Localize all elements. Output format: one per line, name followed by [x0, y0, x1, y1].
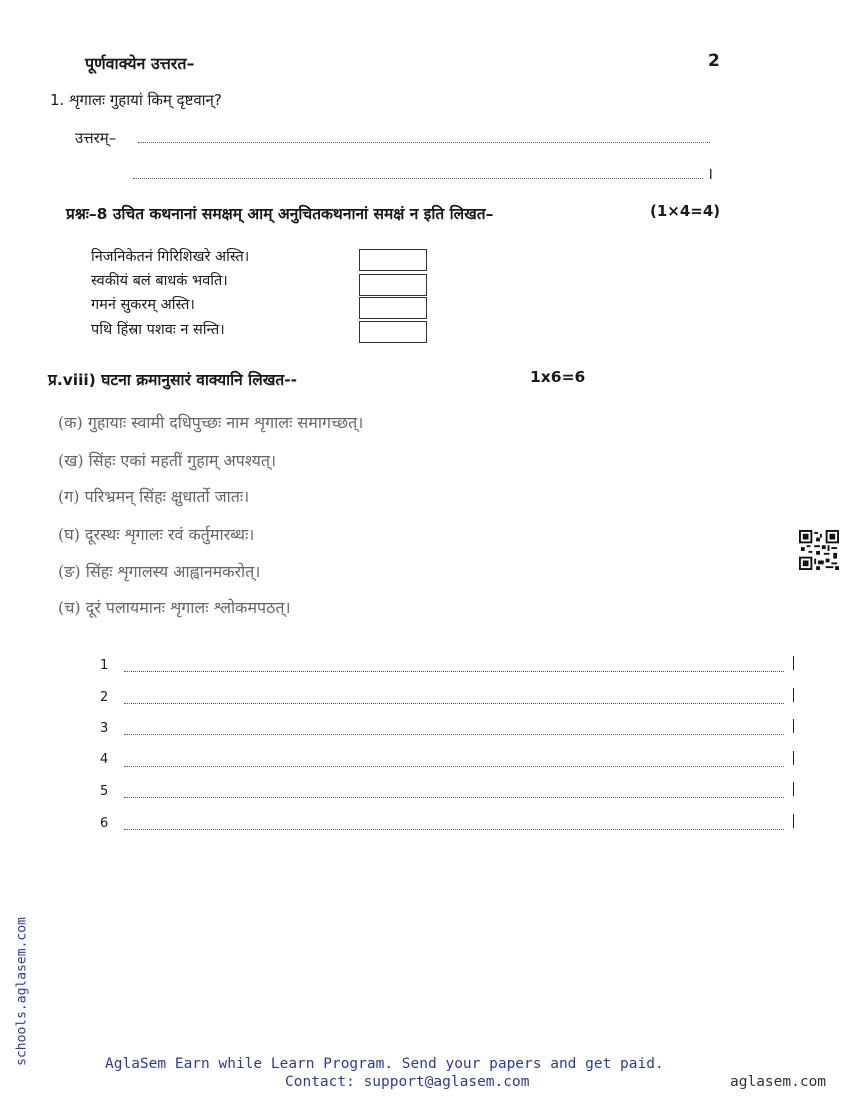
answer-box-2[interactable] — [359, 274, 427, 296]
answer-end-bar-2 — [793, 688, 794, 702]
section3-marks: 1x6=6 — [530, 368, 586, 386]
section1-heading: पूर्णवाक्येन उत्तरत– — [85, 54, 195, 73]
answer-number-6: 6 — [100, 816, 109, 831]
sentence-cha: (च) दूरं पलायमानः शृगालः श्लोकमपठत्। — [58, 598, 291, 617]
sentence-ka: (क) गुहायाः स्वामी दधिपुच्छः नाम शृगालः समागच्छत्। — [58, 413, 364, 432]
section3-heading: प्र.viii) घटना क्रमानुसारं वाक्यानि लिखत-- — [48, 371, 298, 389]
answer-line-1[interactable] — [138, 142, 710, 143]
qr-code — [799, 530, 839, 570]
answer-end-bar-3 — [793, 719, 794, 733]
answer-number-3: 3 — [100, 721, 109, 736]
answer-dots-4[interactable] — [124, 766, 784, 767]
side-watermark: schools.aglasem.com — [14, 917, 30, 1066]
statement-4: पथि हिंस्रा पशवः न सन्ति। — [91, 322, 225, 338]
answer-number-1: 1 — [100, 658, 109, 673]
answer-line-2[interactable] — [133, 178, 703, 179]
answer-box-1[interactable] — [359, 249, 427, 271]
answer-dots-6[interactable] — [124, 829, 784, 830]
answer-end-bar-1 — [793, 656, 794, 670]
answer-box-3[interactable] — [359, 297, 427, 319]
sentence-nga: (ङ) सिंहः शृगालस्य आह्वानमकरोत्। — [58, 562, 261, 581]
answer-end-bar-5 — [793, 782, 794, 796]
footer-contact-email[interactable]: support@aglasem.com — [363, 1074, 530, 1090]
statement-3: गमनं सुकरम् अस्ति। — [91, 297, 195, 313]
section2-marks: (1×4=4) — [650, 202, 721, 220]
statement-2: स्वकीयं बलं बाधकं भवति। — [91, 273, 228, 289]
footer-contact — [285, 1074, 529, 1090]
answer-dots-2[interactable] — [124, 703, 784, 704]
answer-number-2: 2 — [100, 690, 109, 705]
footer-contact-label: Contact: — [285, 1074, 364, 1090]
answer-dots-3[interactable] — [124, 734, 784, 735]
sentence-ga: (ग) परिभ्रमन् सिंहः क्षुधार्तो जातः। — [58, 487, 250, 506]
answer-number-5: 5 — [100, 784, 109, 799]
answer-label: उत्तरम्– — [75, 129, 117, 147]
sentence-gha: (घ) दूरस्थः शृगालः रवं कर्तुमारब्धः। — [58, 525, 255, 544]
footer-promo: AglaSem Earn while Learn Program. Send your papers and get paid. — [105, 1056, 664, 1072]
answer-box-4[interactable] — [359, 321, 427, 343]
answer-end-bar-4 — [793, 751, 794, 765]
answer-end-bar-6 — [793, 814, 794, 828]
sentence-kha: (ख) सिंहः एकां महतीं गुहाम् अपश्यत्। — [58, 451, 277, 470]
footer-site[interactable]: aglasem.com — [730, 1074, 827, 1090]
question-1: 1. शृगालः गुहायां किम् दृष्टवान्? — [50, 91, 222, 109]
section2-heading: प्रश्नः–8 उचित कथनानां समक्षम् आम् अनुचितकथनानां समक्षं न इति लिखत– — [66, 205, 494, 223]
answer-end-mark: । — [707, 164, 714, 183]
answer-number-4: 4 — [100, 752, 109, 767]
answer-dots-1[interactable] — [124, 671, 784, 672]
answer-dots-5[interactable] — [124, 797, 784, 798]
section1-marks: 2 — [708, 51, 720, 71]
statement-1: निजनिकेतनं गिरिशिखरे अस्ति। — [91, 249, 250, 265]
